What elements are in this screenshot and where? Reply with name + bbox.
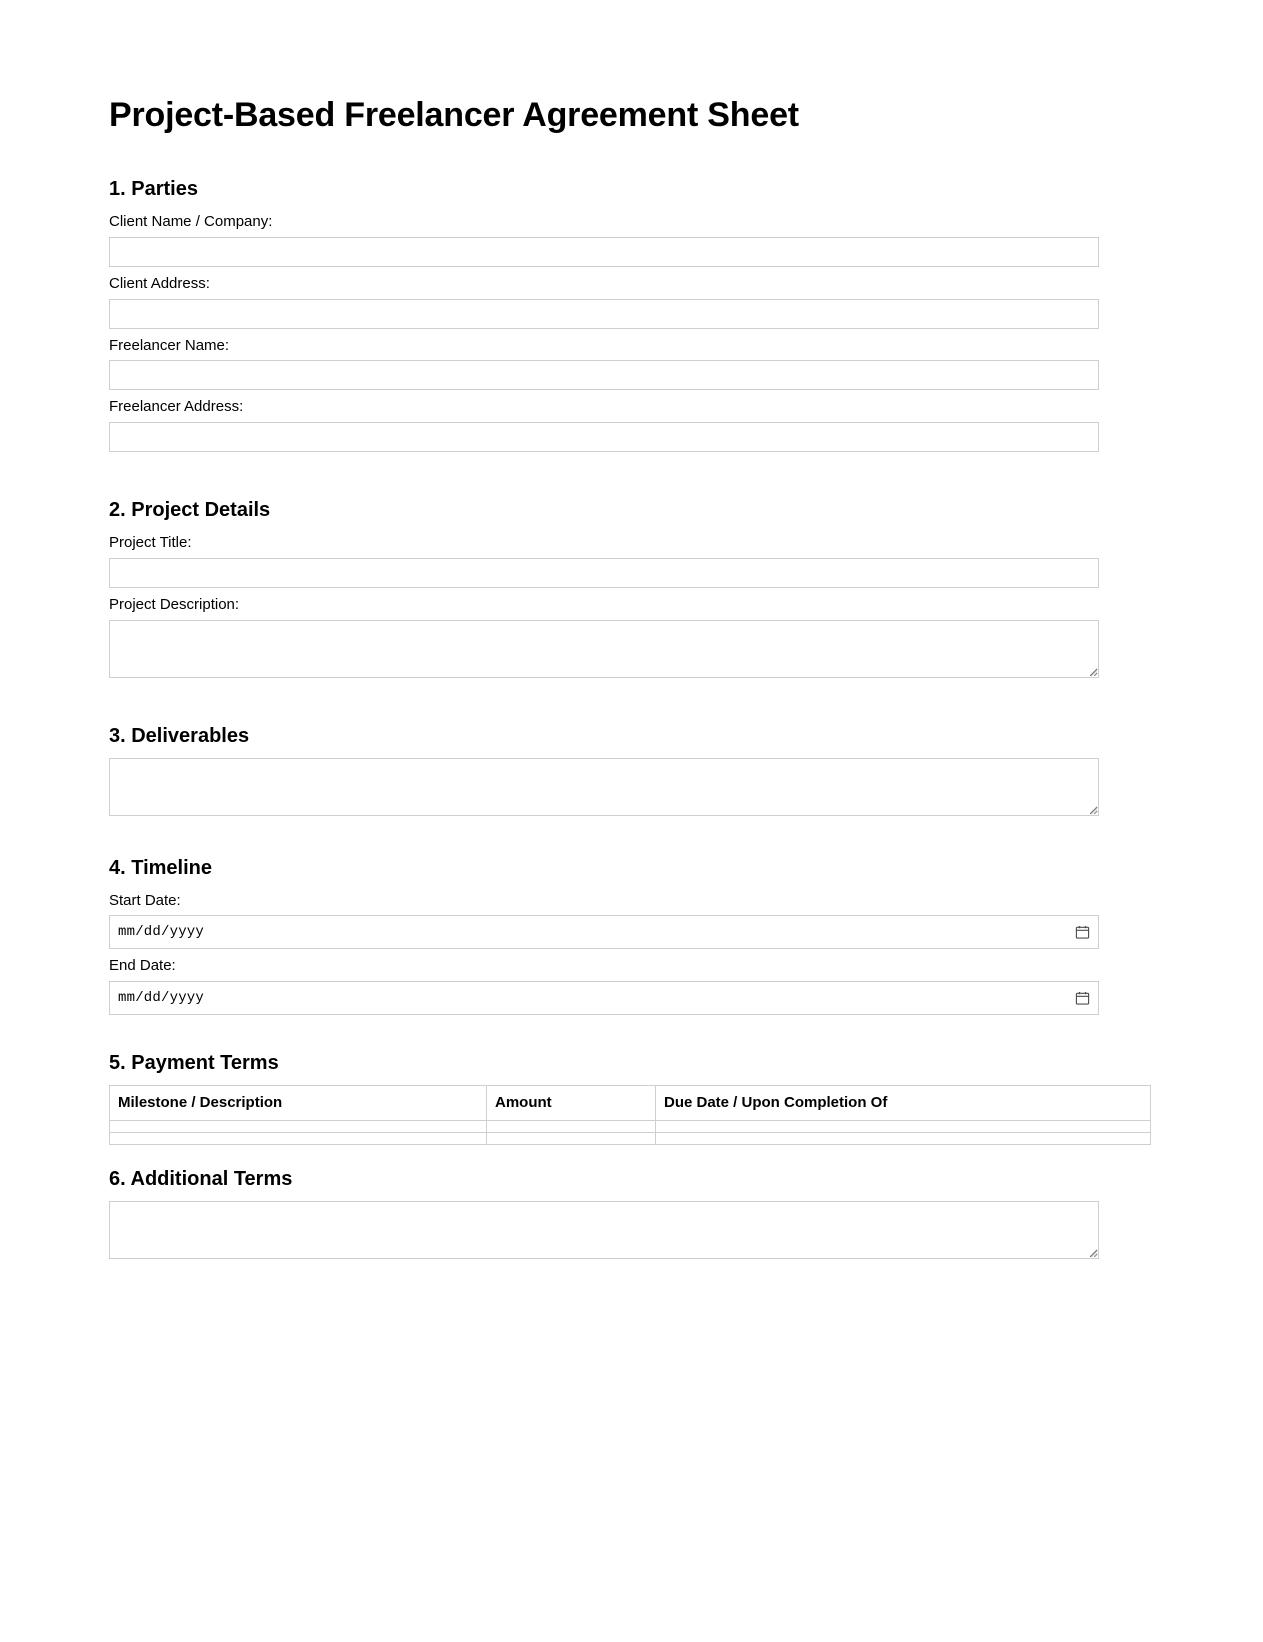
field-freelancer-address (109, 396, 1100, 452)
cell-milestone[interactable] (110, 1120, 487, 1132)
freelancer-name-input[interactable] (109, 360, 1099, 390)
payment-table-head (110, 1086, 1151, 1121)
section-timeline (109, 856, 1100, 1016)
field-start-date (109, 890, 1100, 950)
field-project-description (109, 594, 1100, 678)
label-client-name: Client Name / Company: (109, 213, 273, 231)
project-title-input[interactable] (109, 558, 1099, 588)
section-heading-timeline: 4. Timeline (109, 856, 213, 879)
client-name-input[interactable] (109, 237, 1099, 267)
start-date-input[interactable] (109, 915, 1099, 949)
end-date-input[interactable] (109, 981, 1099, 1015)
deliverables-wrapper (109, 758, 1099, 816)
label-start-date: Start Date: (109, 891, 181, 909)
section-payment-terms (109, 1051, 1100, 1145)
section-deliverables (109, 724, 1100, 816)
additional-terms-textarea[interactable] (109, 1201, 1099, 1259)
cell-milestone[interactable] (110, 1132, 487, 1144)
cell-amount[interactable] (487, 1132, 656, 1144)
table-row[interactable] (110, 1132, 1151, 1144)
cell-due-date[interactable] (656, 1132, 1151, 1144)
field-project-title (109, 532, 1100, 588)
freelancer-address-input[interactable] (109, 422, 1099, 452)
section-heading-deliverables: 3. Deliverables (109, 724, 250, 747)
section-heading-payment-terms: 5. Payment Terms (109, 1052, 279, 1075)
project-description-textarea[interactable] (109, 620, 1099, 678)
column-header-milestone: Milestone / Description (110, 1086, 487, 1121)
cell-due-date[interactable] (656, 1120, 1151, 1132)
section-project-details (109, 498, 1100, 678)
additional-terms-wrapper (109, 1201, 1099, 1259)
calendar-icon[interactable] (1075, 925, 1090, 940)
label-project-description: Project Description: (109, 595, 240, 613)
table-header-row (110, 1086, 1151, 1121)
project-description-wrapper (109, 620, 1099, 678)
section-parties (109, 177, 1100, 452)
end-date-wrapper (109, 981, 1099, 1015)
section-heading-additional-terms: 6. Additional Terms (109, 1167, 293, 1190)
table-row[interactable] (110, 1120, 1151, 1132)
field-end-date (109, 955, 1100, 1015)
label-freelancer-address: Freelancer Address: (109, 398, 244, 416)
page-title: Project-Based Freelancer Agreement Sheet (109, 96, 799, 134)
calendar-icon[interactable] (1075, 991, 1090, 1006)
label-freelancer-name: Freelancer Name: (109, 336, 230, 354)
section-spacer (109, 458, 1100, 498)
payment-table-body (110, 1120, 1151, 1144)
field-client-address (109, 273, 1100, 329)
start-date-wrapper (109, 915, 1099, 949)
section-heading-project-details: 2. Project Details (109, 499, 271, 522)
end-date-placeholder: mm/dd/yyyy (118, 990, 205, 1007)
field-freelancer-name (109, 335, 1100, 391)
deliverables-textarea[interactable] (109, 758, 1099, 816)
payment-terms-table (109, 1085, 1151, 1145)
client-address-input[interactable] (109, 299, 1099, 329)
section-heading-parties: 1. Parties (109, 178, 198, 201)
column-header-due-date: Due Date / Upon Completion Of (656, 1086, 1151, 1121)
label-client-address: Client Address: (109, 274, 210, 292)
section-spacer (109, 816, 1100, 856)
cell-amount[interactable] (487, 1120, 656, 1132)
label-project-title: Project Title: (109, 534, 192, 552)
section-spacer (109, 1145, 1100, 1167)
section-additional-terms (109, 1167, 1100, 1259)
section-spacer (109, 1021, 1100, 1051)
section-spacer (109, 684, 1100, 724)
start-date-placeholder: mm/dd/yyyy (118, 924, 205, 941)
label-end-date: End Date: (109, 957, 176, 975)
column-header-amount: Amount (487, 1086, 656, 1121)
field-client-name (109, 211, 1100, 267)
